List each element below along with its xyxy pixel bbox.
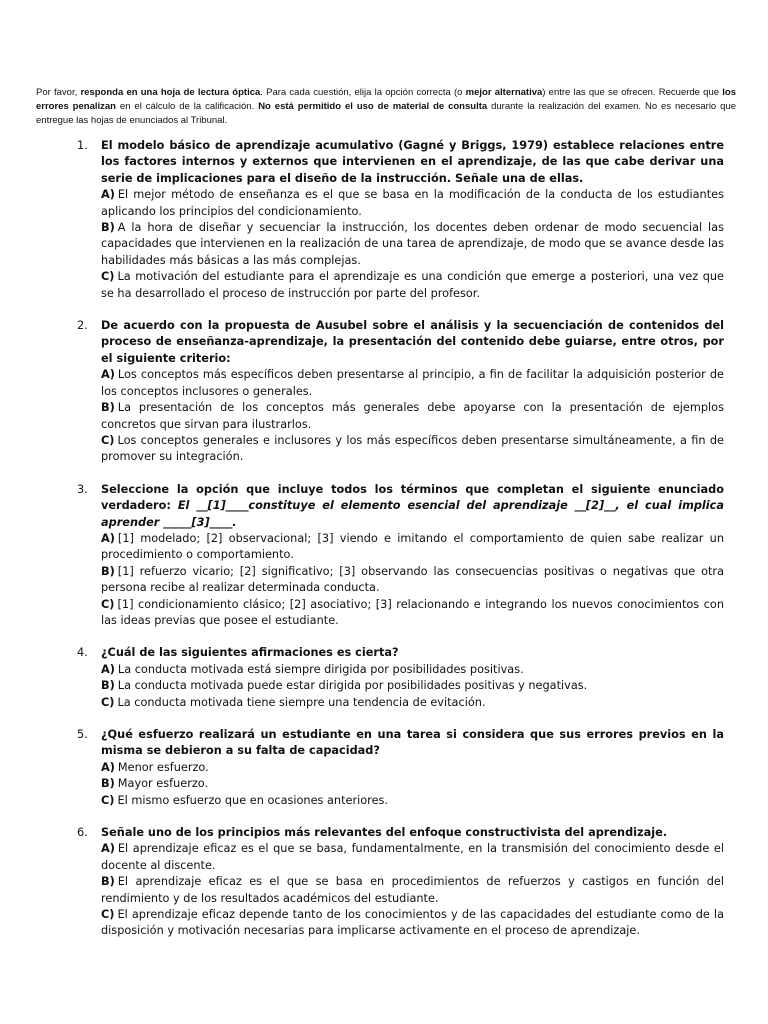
- question-3: [64, 482, 724, 630]
- answer-option-b: [101, 220, 724, 269]
- question-stem: [101, 482, 724, 531]
- option-letter: C): [101, 270, 115, 284]
- instructions-emphasis: mejor alternativa: [465, 87, 543, 98]
- option-letter: A): [101, 188, 115, 202]
- option-text: El aprendizaje eficaz depende tanto de los conocimientos y de las capacidades del estudiante como de la disposición y motivación necesarias para implicarse activamente en el proceso de aprendizaje.: [101, 908, 724, 938]
- answer-option-b: [101, 776, 724, 792]
- exam-instructions: [36, 86, 736, 128]
- question-stem: Señale uno de los principios más relevantes del enfoque constructivista del aprendizaje.: [101, 826, 668, 840]
- option-text: Menor esfuerzo.: [117, 760, 209, 774]
- answer-option-b: [101, 678, 724, 694]
- question-stem: De acuerdo con la propuesta de Ausubel sobre el análisis y la secuenciación de contenidos del proceso de enseñanza-aprendizaje, la presentación del contenido debe guiarse, entre otros, por el siguiente criterio:: [101, 319, 724, 365]
- answer-option-a: [101, 760, 724, 776]
- option-letter: C): [101, 433, 115, 447]
- option-text: Los conceptos generales e inclusores y los más específicos deben presentarse simultáneamente, a fin de promover su integración.: [101, 433, 724, 464]
- instructions-emphasis: No está permitido el uso de material de consulta: [258, 101, 488, 112]
- option-text: A la hora de diseñar y secuenciar la instrucción, los docentes deben ordenar de modo secuencial las capacidades que intervienen en la realización de una tarea de aprendizaje, de modo que se avance desde las habilidades más básicas a las más complejas.: [101, 221, 724, 267]
- instructions-emphasis: los errores penalizan: [36, 87, 736, 112]
- instructions-text: en el cálculo de la calificación.: [115, 101, 259, 112]
- answer-option-c: [101, 907, 724, 940]
- question-statement: El __[1]____constituye el elemento esencial del aprendizaje __[2]__, el cual implica aprender _____[3]____.: [101, 499, 724, 529]
- question-number: 3.: [77, 482, 88, 496]
- option-letter: C): [101, 908, 115, 922]
- option-letter: A): [101, 531, 115, 545]
- question-number: 2.: [77, 319, 88, 333]
- answer-option-b: [101, 400, 724, 433]
- option-text: La conducta motivada está siempre dirigida por posibilidades positivas.: [117, 662, 524, 676]
- question-2: [64, 318, 724, 466]
- option-letter: C): [101, 793, 115, 807]
- option-text: La presentación de los conceptos más generales debe apoyarse con la presentación de ejemplos concretos que sirvan para ilustrarlos.: [101, 401, 724, 431]
- option-letter: A): [101, 760, 115, 774]
- option-text: La conducta motivada puede estar dirigida por posibilidades positivas y negativas.: [117, 679, 588, 693]
- option-text: El aprendizaje eficaz es el que se basa en procedimientos de refuerzos y castigos en función del rendimiento y de los resultados académicos del estudiante.: [101, 875, 724, 905]
- instructions-emphasis: responda en una hoja de lectura óptica: [80, 87, 261, 98]
- answer-option-a: [101, 367, 724, 400]
- option-letter: B): [101, 875, 115, 889]
- option-letter: C): [101, 695, 115, 709]
- option-text: Los conceptos más específicos deben presentarse al principio, a fin de facilitar la adquisición posterior de los conceptos inclusores o generales.: [101, 368, 724, 398]
- option-letter: A): [101, 842, 115, 856]
- option-text: [1] refuerzo vicario; [2] significativo; [3] observando las consecuencias positivas o negativas que otra persona recibe al realizar determinada conducta.: [101, 564, 724, 595]
- option-text: El mejor método de enseñanza es el que se basa en la modificación de la conducta de los estudiantes aplicando los principios del condicionamiento.: [101, 188, 724, 218]
- answer-option-a: [101, 841, 724, 874]
- answer-option-b: [101, 874, 724, 907]
- question-stem: ¿Qué esfuerzo realizará un estudiante en una tarea si considera que sus errores previos en la misma se debieron a su falta de capacidad?: [101, 728, 724, 758]
- question-1: [64, 138, 724, 302]
- question-number: 6.: [77, 826, 88, 840]
- answer-option-c: [101, 433, 724, 466]
- question-list: [64, 138, 724, 956]
- option-letter: B): [101, 777, 115, 791]
- answer-option-b: [101, 564, 724, 597]
- instructions-text: ) entre las que se ofrecen. Recuerde que: [542, 87, 723, 98]
- option-text: [1] condicionamiento clásico; [2] asociativo; [3] relacionando e integrando los nuevos conocimientos con las ideas previas que posee el estudiante.: [101, 597, 724, 627]
- option-letter: B): [101, 564, 115, 578]
- answer-option-a: [101, 531, 724, 564]
- option-letter: B): [101, 401, 115, 415]
- option-letter: B): [101, 679, 115, 693]
- question-number: 1.: [77, 139, 88, 152]
- question-number: 5.: [77, 728, 88, 741]
- option-text: [1] modelado; [2] observacional; [3] viendo e imitando el comportamiento de quien sabe realizar un procedimiento o comportamiento.: [101, 531, 724, 562]
- question-stem: ¿Cuál de las siguientes afirmaciones es cierta?: [101, 646, 399, 660]
- question-number: 4.: [77, 646, 88, 660]
- answer-option-a: [101, 662, 724, 678]
- option-text: El aprendizaje eficaz es el que se basa, fundamentalmente, en la transmisión del conocimiento desde el docente al discente.: [101, 842, 724, 872]
- answer-option-c: [101, 597, 724, 630]
- option-letter: A): [101, 662, 115, 676]
- option-text: Mayor esfuerzo.: [117, 777, 209, 791]
- instructions-text: durante la realización del examen. No es necesario que entregue las hojas de enunciados al Tribunal.: [36, 101, 737, 126]
- option-text: La motivación del estudiante para el aprendizaje es una condición que emerge a posteriori, una vez que se ha desarrollado el proceso de instrucción por parte del profesor.: [101, 270, 724, 300]
- question-6: [64, 825, 724, 940]
- answer-option-c: [101, 695, 724, 711]
- option-letter: C): [101, 597, 115, 611]
- answer-option-c: [101, 793, 724, 809]
- option-letter: B): [101, 221, 115, 235]
- instructions-text: Por favor,: [36, 87, 81, 98]
- option-letter: A): [101, 368, 115, 382]
- option-text: El mismo esfuerzo que en ocasiones anteriores.: [117, 793, 388, 807]
- question-stem: El modelo básico de aprendizaje acumulativo (Gagné y Briggs, 1979) establece relaciones entre los factores internos y externos que intervienen en el aprendizaje, de las que cabe derivar una serie de implicaciones para el diseño de la instrucción. Señale una de ellas.: [101, 139, 724, 185]
- question-5: [64, 727, 724, 809]
- answer-option-c: [101, 269, 724, 302]
- question-stem-text: Seleccione la opción que incluye todos los términos que completan el siguiente enunciado verdadero:: [101, 482, 724, 513]
- option-text: La conducta motivada tiene siempre una tendencia de evitación.: [117, 695, 486, 709]
- question-4: [64, 645, 724, 711]
- answer-option-a: [101, 187, 724, 220]
- instructions-text: . Para cada cuestión, elija la opción correcta (o: [260, 87, 466, 98]
